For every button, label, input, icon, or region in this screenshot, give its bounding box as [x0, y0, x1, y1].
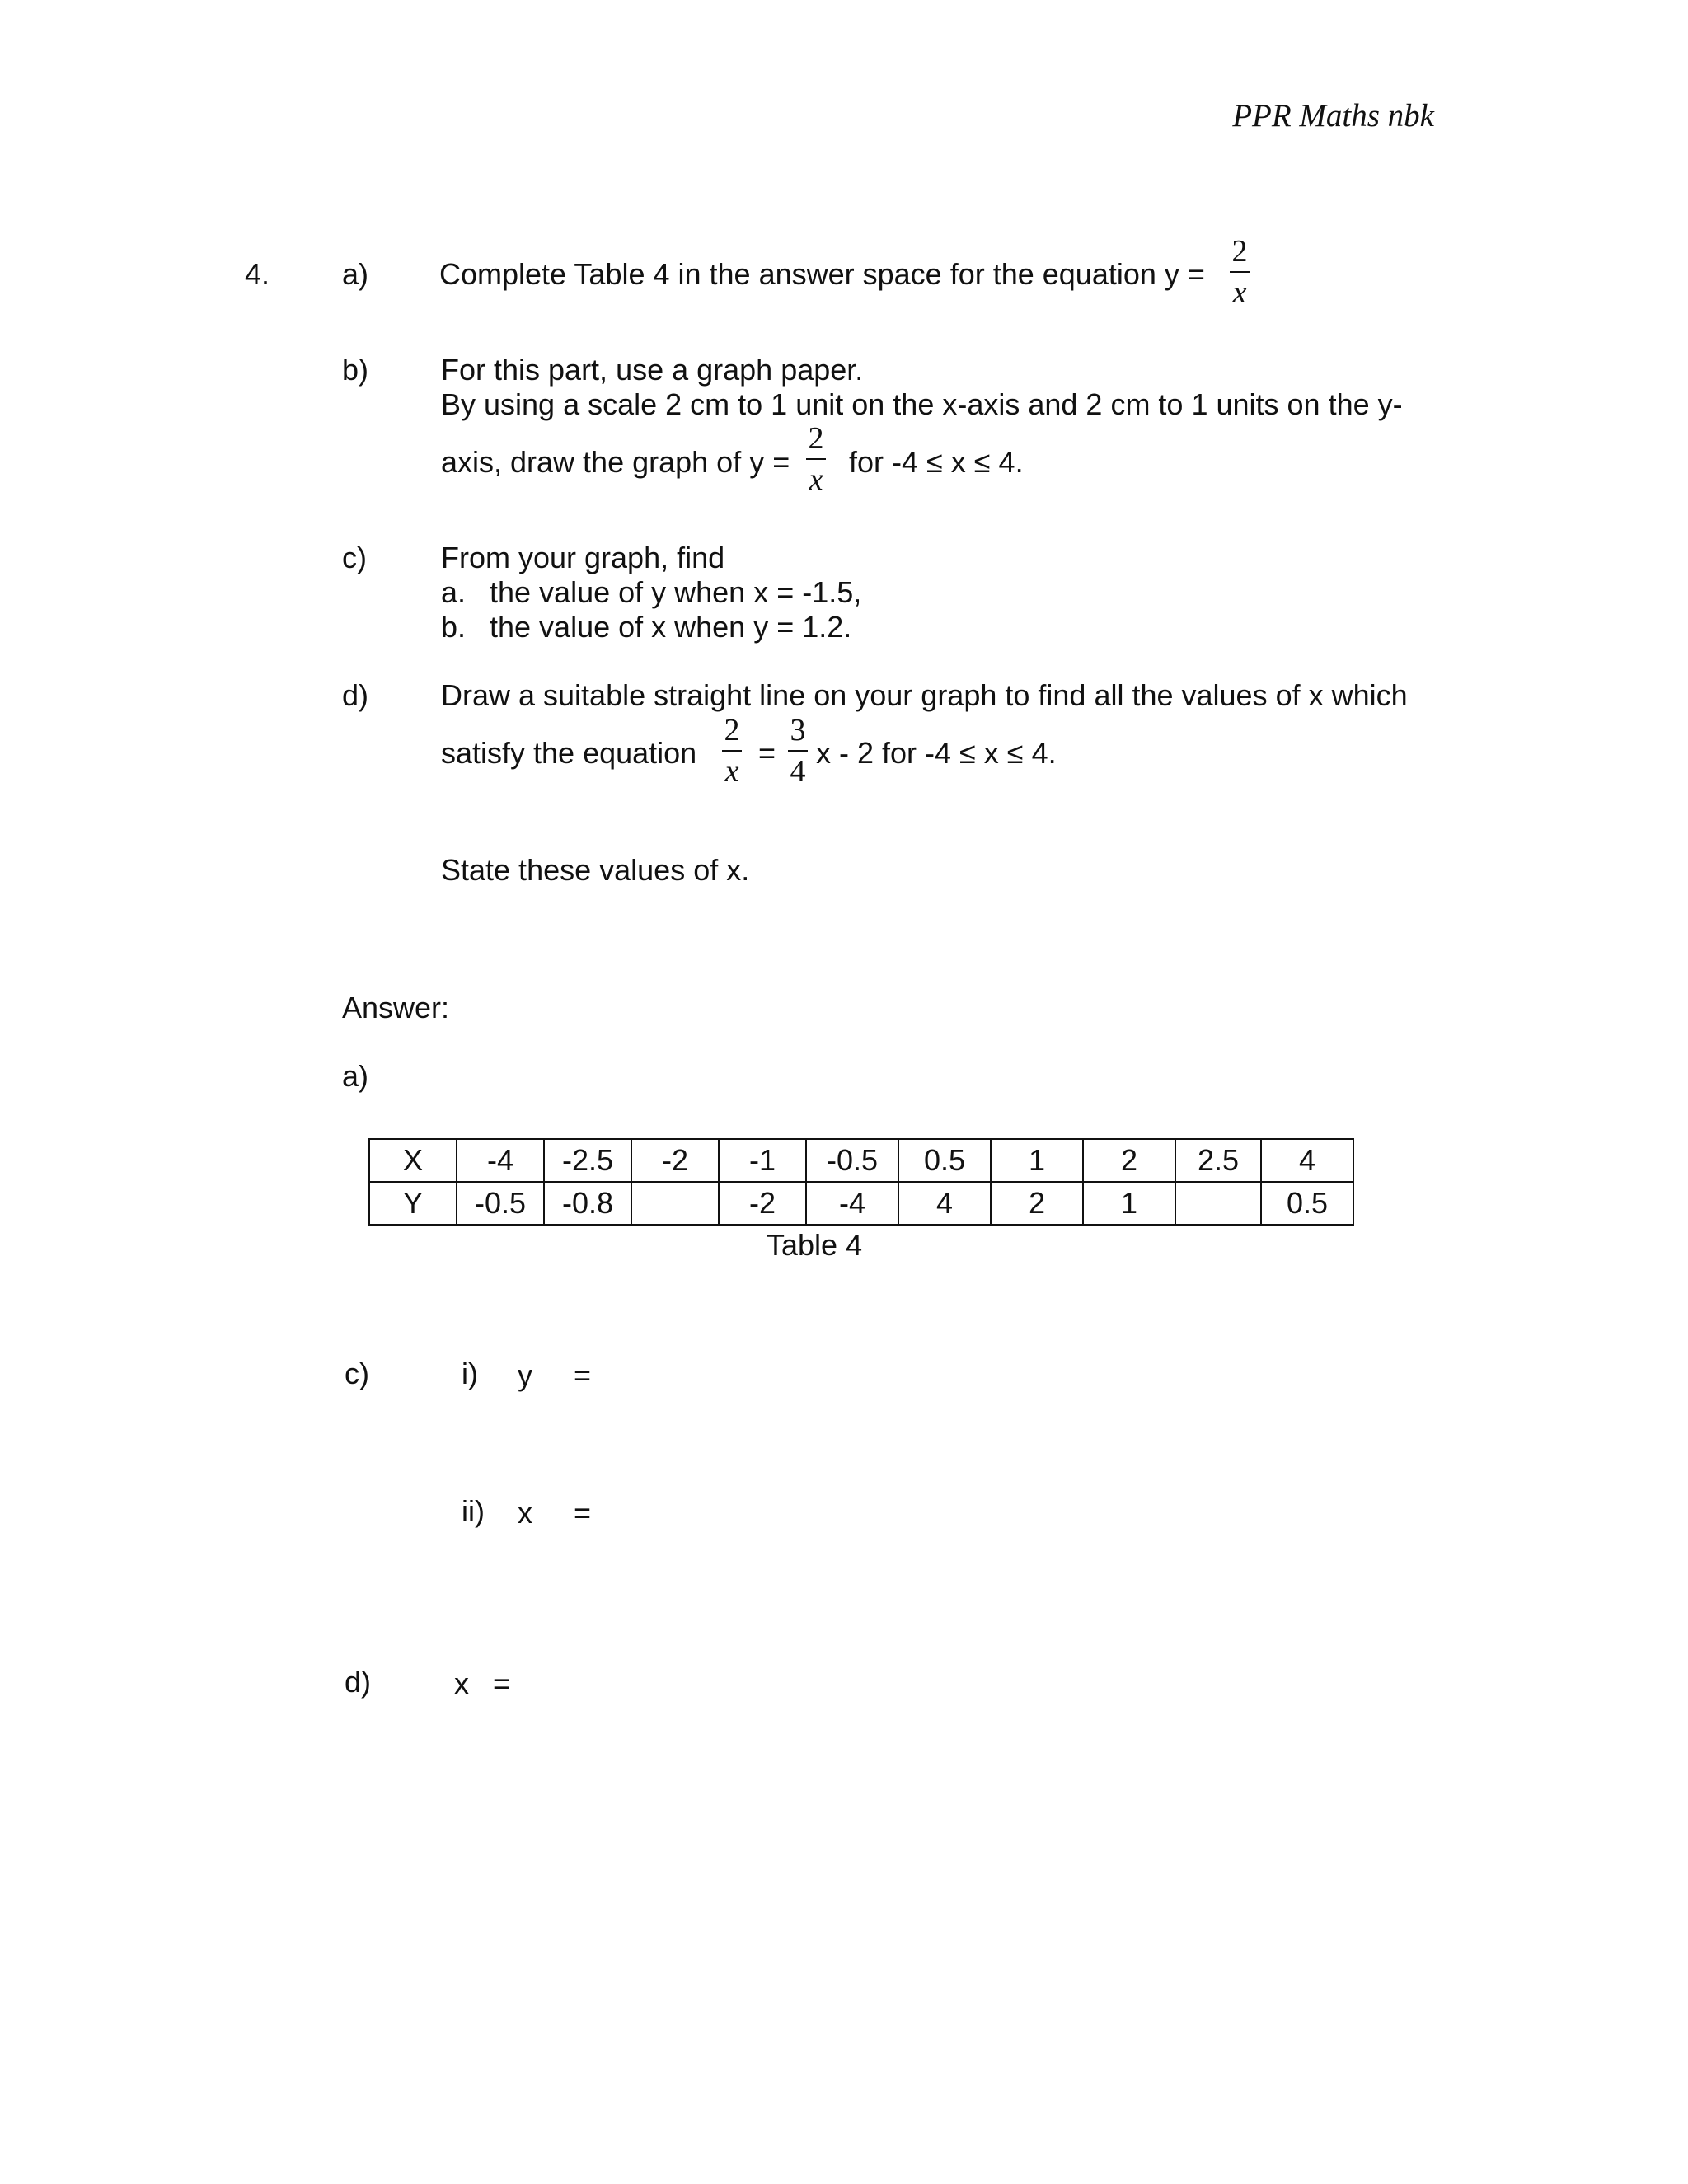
- part-b-label: b): [342, 353, 369, 387]
- part-c-item-a: the value of y when x = -1.5,: [490, 575, 862, 609]
- page-header: PPR Maths nbk: [1232, 98, 1434, 134]
- table-row-y: [369, 1182, 1353, 1225]
- part-a-text: Complete Table 4 in the answer space for the equation y =: [439, 257, 1205, 291]
- table-cell: -0.5: [806, 1139, 898, 1182]
- answer-c-ii-var: x: [518, 1496, 532, 1530]
- answer-c-label: c): [345, 1357, 369, 1390]
- table-cell-blank[interactable]: [1175, 1182, 1261, 1225]
- part-d-label: d): [342, 678, 369, 712]
- table-cell: 4: [898, 1182, 991, 1225]
- part-d-fraction-1: [715, 714, 748, 788]
- part-d-line2-post: x - 2 for -4 ≤ x ≤ 4.: [816, 736, 1057, 770]
- table-cell: -0.5: [457, 1182, 544, 1225]
- part-c-item-a-marker: a.: [441, 575, 467, 609]
- table-cell: -2: [719, 1182, 806, 1225]
- fraction-bar: [806, 458, 826, 460]
- part-c-item-b: the value of x when y = 1.2.: [490, 610, 852, 644]
- part-b-fraction: [799, 422, 832, 496]
- table-cell: -2.5: [544, 1139, 631, 1182]
- table-cell: X: [369, 1139, 457, 1182]
- part-d-equals: =: [758, 736, 776, 770]
- question-number: 4.: [245, 257, 270, 291]
- fraction-denominator: 4: [790, 754, 806, 789]
- part-d-line3: State these values of x.: [441, 853, 750, 887]
- table-cell: 2.5: [1175, 1139, 1261, 1182]
- table-cell: -4: [457, 1139, 544, 1182]
- table-cell: 4: [1261, 1139, 1353, 1182]
- table-cell: Y: [369, 1182, 457, 1225]
- table-caption: Table 4: [767, 1228, 863, 1262]
- table-cell: 2: [991, 1182, 1083, 1225]
- table-cell: 1: [991, 1139, 1083, 1182]
- fraction-bar: [788, 750, 808, 752]
- fraction-denominator: x: [1232, 275, 1247, 310]
- table-cell: -1: [719, 1139, 806, 1182]
- part-b-line2: By using a scale 2 cm to 1 unit on the x-axis and 2 cm to 1 units on the y-: [441, 387, 1403, 421]
- fraction-denominator: x: [809, 462, 823, 497]
- part-a-fraction: [1223, 235, 1256, 309]
- answer-d-var: x: [454, 1666, 469, 1700]
- part-b-line1: For this part, use a graph paper.: [441, 353, 864, 387]
- answer-title: Answer:: [342, 991, 450, 1024]
- part-a-label: a): [342, 257, 369, 291]
- fraction-numerator: 2: [808, 421, 824, 456]
- part-b-line3-post: for -4 ≤ x ≤ 4.: [849, 445, 1024, 479]
- answer-c-i-label: i): [462, 1357, 478, 1390]
- table-cell: 1: [1083, 1182, 1175, 1225]
- part-c-line1: From your graph, find: [441, 541, 725, 574]
- fraction-numerator: 3: [790, 713, 806, 748]
- table-4: [368, 1138, 1354, 1226]
- answer-c-ii-eq: =: [574, 1496, 592, 1530]
- fraction-bar: [1230, 271, 1250, 273]
- answer-d-eq: =: [493, 1666, 511, 1700]
- part-c-label: c): [342, 541, 367, 574]
- table-cell: 0.5: [898, 1139, 991, 1182]
- part-c-item-b-marker: b.: [441, 610, 467, 644]
- table-cell: 2: [1083, 1139, 1175, 1182]
- table-row-x: [369, 1139, 1353, 1182]
- table-cell-blank[interactable]: [631, 1182, 719, 1225]
- part-d-line1: Draw a suitable straight line on your graph to find all the values of x which: [441, 678, 1408, 712]
- table-cell: -4: [806, 1182, 898, 1225]
- answer-a-label: a): [342, 1059, 369, 1093]
- fraction-denominator: x: [724, 754, 739, 789]
- answer-c-ii-label: ii): [462, 1494, 485, 1528]
- part-b-line3-pre: axis, draw the graph of y =: [441, 445, 790, 479]
- fraction-numerator: 2: [1231, 234, 1248, 269]
- answer-d-label: d): [345, 1665, 372, 1699]
- answer-c-i-eq: =: [574, 1358, 592, 1392]
- table-cell: 0.5: [1261, 1182, 1353, 1225]
- answer-c-i-var: y: [518, 1358, 532, 1392]
- part-d-line2-pre: satisfy the equation: [441, 736, 697, 770]
- table-cell: -2: [631, 1139, 719, 1182]
- fraction-bar: [722, 750, 742, 752]
- table-cell: -0.8: [544, 1182, 631, 1225]
- part-d-fraction-2: [781, 714, 814, 788]
- fraction-numerator: 2: [724, 713, 740, 748]
